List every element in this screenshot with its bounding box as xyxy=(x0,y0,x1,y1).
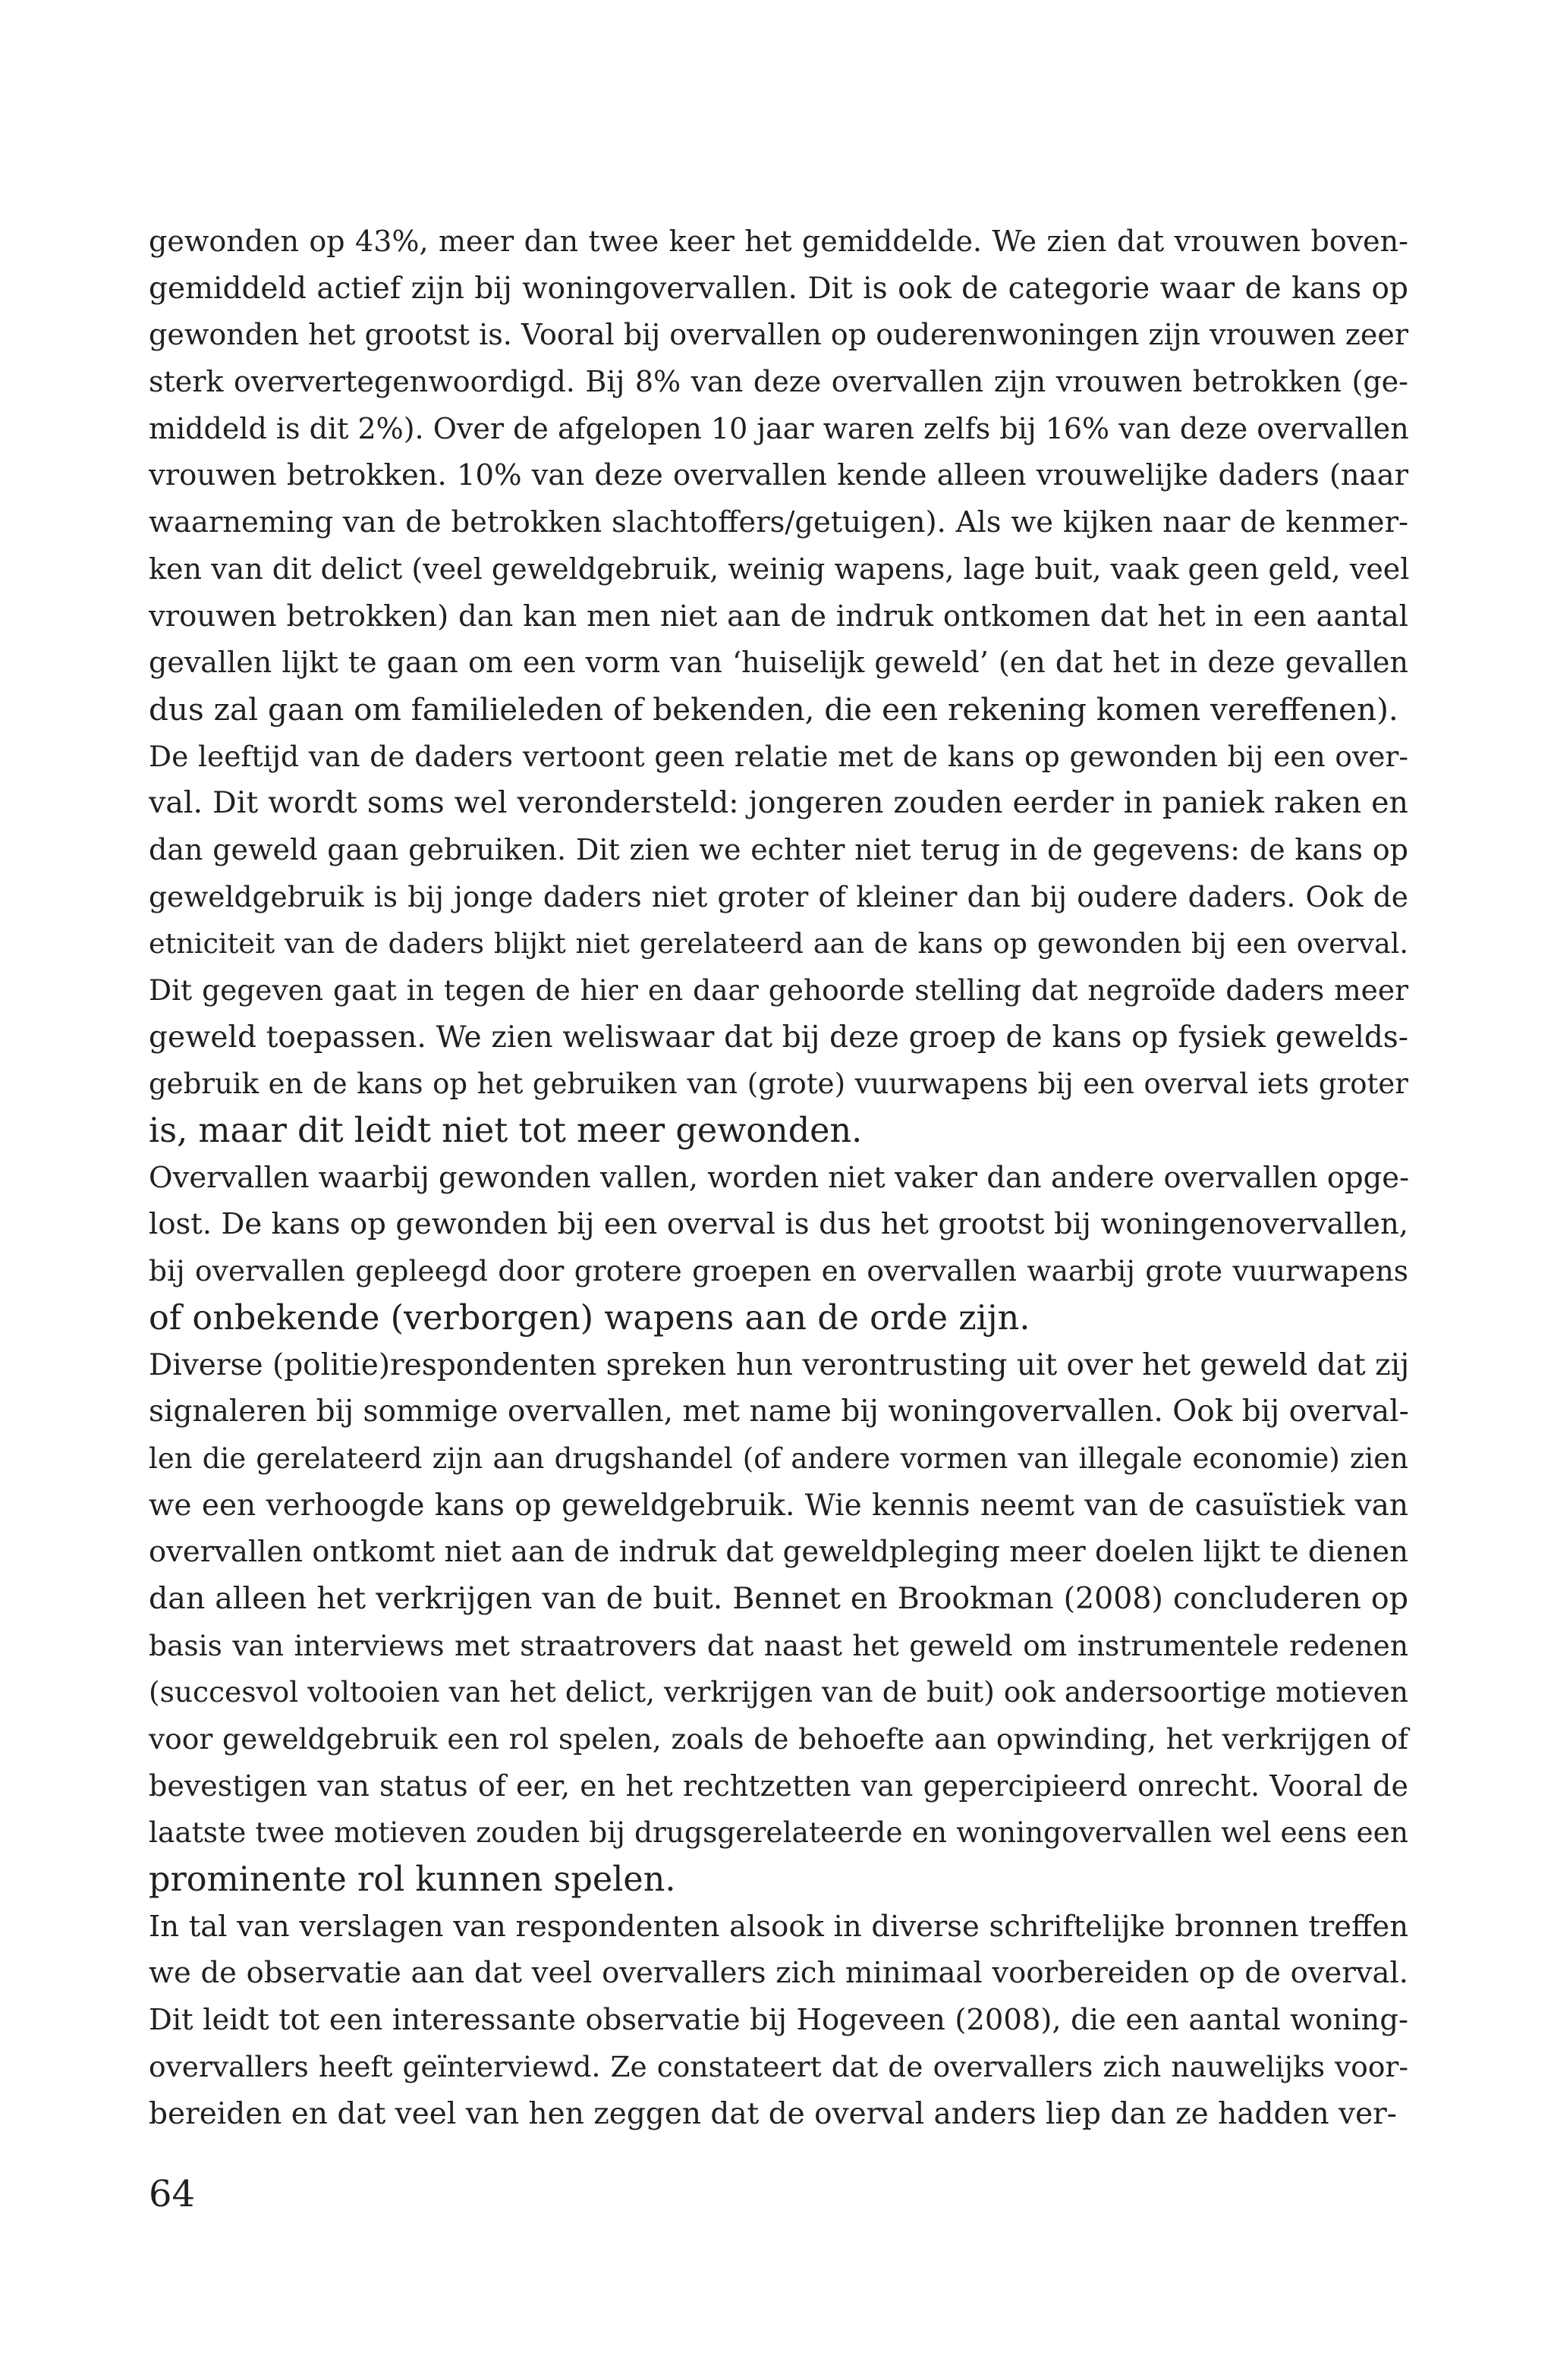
text-line: prominente rol kunnen spelen. xyxy=(149,1860,676,1900)
text-line: middeld is dit 2%). Over de afgelopen 10 jaar waren zelfs bij 16% van deze overvallen xyxy=(149,411,1409,445)
text-line: Dit leidt tot een interessante observatie bij Hogeveen (2008), die een aantal woning- xyxy=(149,2003,1408,2038)
text-line: laatste twee motieven zouden bij drugsgerelateerde en woningovervallen wel eens een xyxy=(149,1816,1408,1850)
text-line: etniciteit van de daders blijkt niet gerelateerd aan de kans op gewonden bij een overval. xyxy=(149,927,1408,960)
page-number: 64 xyxy=(149,2173,196,2215)
text-line: ken van dit delict (veel geweldgebruik, weinig wapens, lage buit, vaak geen geld, veel xyxy=(149,552,1410,586)
text-line: sterk oververtegenwoordigd. Bij 8% van deze overvallen zijn vrouwen betrokken (ge- xyxy=(149,365,1408,399)
text-line: dus zal gaan om familieleden of bekenden, die een rekening komen vereffenen). xyxy=(149,690,1398,728)
text-line: In tal van verslagen van respondenten alsook in diverse schriftelijke bronnen treffen xyxy=(149,1909,1408,1944)
text-line: we een verhoogde kans op geweldgebruik. Wie kennis neemt van de casuïstiek van xyxy=(149,1488,1408,1523)
text-line: len die gerelateerd zijn aan drugshandel (of andere vormen van illegale economie) zien xyxy=(149,1442,1408,1475)
text-line: vrouwen betrokken. 10% van deze overvallen kende alleen vrouwelijke daders (naar xyxy=(149,458,1408,493)
text-line: bereiden en dat veel van hen zeggen dat de overval anders liep dan ze hadden ver- xyxy=(149,2096,1397,2131)
text-line: geweld toepassen. We zien weliswaar dat bij deze groep de kans op fysiek gewelds- xyxy=(149,1020,1408,1055)
text-line: voor geweldgebruik een rol spelen, zoals de behoefte aan opwinding, het verkrijgen of xyxy=(149,1722,1408,1756)
text-line: Dit gegeven gaat in tegen de hier en daar gehoorde stelling dat negroïde daders meer xyxy=(149,973,1408,1007)
body-text xyxy=(149,219,1408,2137)
text-line: gewonden het grootst is. Vooral bij overvallen op ouderenwoningen zijn vrouwen zeer xyxy=(149,318,1408,352)
text-line: vrouwen betrokken) dan kan men niet aan de indruk ontkomen dat het in een aantal xyxy=(149,599,1408,634)
text-line: overvallen ontkomt niet aan de indruk dat geweldpleging meer doelen lijkt te dienen xyxy=(149,1535,1408,1570)
text-line: basis van interviews met straatrovers dat naast het geweld om instrumentele redenen xyxy=(149,1628,1408,1662)
text-line: geweldgebruik is bij jonge daders niet groter of kleiner dan bij oudere daders. Ook de xyxy=(149,879,1408,913)
text-line: gebruik en de kans op het gebruiken van (grote) vuurwapens bij een overval iets groter xyxy=(149,1067,1408,1101)
text-line: gevallen lijkt te gaan om een vorm van ‘huiselijk geweld’ (en dat het in deze gevallen xyxy=(149,646,1408,680)
text-line: is, maar dit leidt niet tot meer gewonden. xyxy=(149,1111,863,1151)
text-line: De leeftijd van de daders vertoont geen relatie met de kans op gewonden bij een over- xyxy=(149,739,1408,773)
text-line: of onbekende (verborgen) wapens aan de orde zijn. xyxy=(149,1298,1030,1338)
text-line: signaleren bij sommige overvallen, met name bij woningovervallen. Ook bij overval- xyxy=(149,1394,1409,1429)
text-line: gemiddeld actief zijn bij woningovervallen. Dit is ook de categorie waar de kans op xyxy=(149,271,1408,306)
text-line: gewonden op 43%, meer dan twee keer het gemiddelde. We zien dat vrouwen boven- xyxy=(149,225,1408,258)
text-line: bevestigen van status of eer, en het rechtzetten van gepercipieerd onrecht. Vooral de xyxy=(149,1768,1408,1803)
text-line: overvallers heeft geïnterviewd. Ze constateert dat de overvallers zich nauwelijks voor- xyxy=(149,2049,1408,2083)
text-line: Diverse (politie)respondenten spreken hun verontrusting uit over het geweld dat zij xyxy=(149,1347,1410,1382)
text-line: dan geweld gaan gebruiken. Dit zien we echter niet terug in de gegevens: de kans op xyxy=(149,832,1408,866)
text-line: waarneming van de betrokken slachtoffers/getuigen). Als we kijken naar de kenmer- xyxy=(149,505,1408,540)
text-line: we de observatie aan dat veel overvallers zich minimaal voorbereiden op de overval. xyxy=(149,1956,1408,1991)
text-line: lost. De kans op gewonden bij een overval is dus het grootst bij woningenovervallen, xyxy=(149,1207,1408,1242)
text-line: Overvallen waarbij gewonden vallen, worden niet vaker dan andere overvallen opge- xyxy=(149,1160,1410,1195)
text-line: val. Dit wordt soms wel verondersteld: jongeren zouden eerder in paniek raken en xyxy=(149,785,1408,821)
text-line: (succesvol voltooien van het delict, verkrijgen van de buit) ook andersoortige motieven xyxy=(149,1675,1408,1709)
text-line: bij overvallen gepleegd door grotere groepen en overvallen waarbij grote vuurwapens xyxy=(149,1254,1408,1288)
text-line: dan alleen het verkrijgen van de buit. Bennet en Brookman (2008) concluderen op xyxy=(149,1580,1408,1616)
